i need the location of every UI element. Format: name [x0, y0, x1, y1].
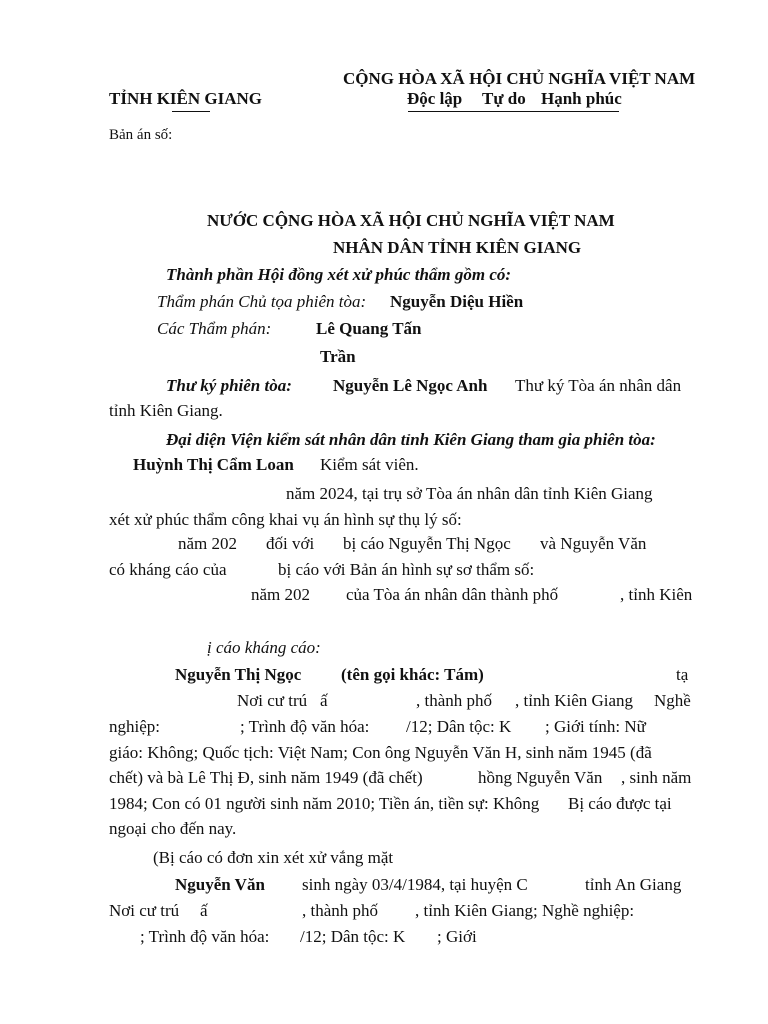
panel-heading: Thành phần Hội đồng xét xử phúc thẩm gồm có:	[166, 265, 512, 284]
defendant-1-ethnicity: /12; Dân tộc: K	[406, 717, 512, 736]
motto-independence: Độc lập	[407, 89, 463, 108]
province-name: TỈNH KIÊN GIANG	[109, 89, 263, 108]
defendant-2-education: ; Trình độ văn hóa:	[140, 927, 270, 946]
republic-header: CỘNG HÒA XÃ HỘI CHỦ NGHĨA VIỆT NAM	[343, 69, 696, 88]
defendant-1-education: ; Trình độ văn hóa:	[240, 717, 370, 736]
defendant-1-children-record: 1984; Con có 01 người sinh năm 2010; Tiền án, tiền sự: Không	[109, 794, 540, 813]
defendant-1-religion-parents: giáo: Không; Quốc tịch: Việt Nam; Con ông Nguyễn Văn H, sinh năm 1945 (đã	[109, 743, 652, 762]
motto-underline	[408, 111, 619, 112]
clerk-role-line-2: tỉnh Kiên Giang.	[109, 401, 223, 420]
province-underline	[172, 111, 210, 112]
proceedings-line-4b: bị cáo với Bản án hình sự sơ thẩm số:	[278, 560, 535, 579]
defendant-2-residence-city: , thành phố	[302, 901, 379, 920]
appellant-heading: ị cáo kháng cáo:	[207, 638, 321, 657]
defendant-1-mother: chết) và bà Lê Thị Đ, sinh năm 1949 (đã chết)	[109, 768, 423, 787]
defendant-1-bail-status-end: ngoại cho đến nay.	[109, 819, 237, 838]
defendant-1-spouse: hồng Nguyễn Văn	[478, 768, 603, 787]
defendant-1-spouse-birth: , sinh năm	[621, 768, 692, 787]
defendant-2-name: Nguyễn Văn	[175, 875, 265, 894]
proceedings-line-5c: , tỉnh Kiên	[620, 585, 693, 604]
proceedings-line-5a: năm 202	[251, 585, 311, 604]
defendant-2-birth: sinh ngày 03/4/1984, tại huyện C	[302, 875, 528, 894]
defendant-2-birth-province: tỉnh An Giang	[585, 875, 682, 894]
clerk-name: Nguyễn Lê Ngọc Anh	[333, 376, 488, 395]
defendant-2-residence-province: , tỉnh Kiên Giang; Nghề nghiệp:	[415, 901, 635, 920]
absent-trial-note: (Bị cáo có đơn xin xét xử vắng mặt	[153, 848, 394, 867]
judges-label: Các Thẩm phán:	[157, 319, 272, 338]
defendant-1-residence-province: , tỉnh Kiên Giang	[515, 691, 634, 710]
title-line-1: NƯỚC CỘNG HÒA XÃ HỘI CHỦ NGHĨA VIỆT NAM	[207, 211, 615, 230]
proceedings-line-1: năm 2024, tại trụ sở Tòa án nhân dân tỉnh Kiên Giang	[286, 484, 653, 503]
clerk-role-line-1: Thư ký Tòa án nhân dân	[515, 376, 682, 395]
proceedings-line-3d: và Nguyễn Văn	[540, 534, 647, 553]
judge-2-name: Trần	[320, 347, 356, 366]
defendant-1-birthplace: tạ	[676, 665, 689, 684]
defendant-1-occupation: nghiệp:	[109, 717, 160, 736]
defendant-1-gender: ; Giới tính: Nữ	[545, 717, 646, 736]
defendant-2-ethnicity: /12; Dân tộc: K	[300, 927, 406, 946]
clerk-label: Thư ký phiên tòa:	[166, 376, 292, 395]
defendant-1-bail-status: Bị cáo được tại	[568, 794, 672, 813]
proceedings-line-5b: của Tòa án nhân dân thành phố	[346, 585, 559, 604]
defendant-1-occupation-label: Nghề	[654, 691, 691, 710]
presiding-judge-label: Thẩm phán Chủ tọa phiên tòa:	[157, 292, 367, 311]
defendant-2-residence-label: Nơi cư trú	[109, 901, 180, 920]
presiding-judge-name: Nguyễn Diệu Hiền	[390, 292, 524, 311]
defendant-1-name: Nguyễn Thị Ngọc	[175, 665, 302, 684]
judge-1-name: Lê Quang Tấn	[316, 319, 422, 338]
defendant-1-alias: (tên gọi khác: Tám)	[341, 665, 484, 684]
case-number-label: Bản án số:	[109, 127, 173, 143]
title-line-2: NHÂN DÂN TỈNH KIÊN GIANG	[333, 238, 582, 257]
proceedings-line-2: xét xử phúc thẩm công khai vụ án hình sự thụ lý số:	[109, 510, 462, 529]
defendant-1-residence-hamlet: ấ	[320, 691, 328, 710]
motto-happiness: Hạnh phúc	[541, 89, 622, 108]
defendant-2-residence-hamlet: ấ	[200, 901, 208, 920]
proceedings-line-3b: đối với	[266, 534, 315, 553]
prosecutor-name: Huỳnh Thị Cẩm Loan	[133, 455, 294, 474]
defendant-2-gender-label: ; Giới	[437, 927, 477, 946]
proceedings-line-3a: năm 202	[178, 534, 238, 553]
proceedings-line-3c: bị cáo Nguyễn Thị Ngọc	[343, 534, 511, 553]
motto-freedom: Tự do	[482, 89, 526, 108]
defendant-1-residence-city: , thành phố	[416, 691, 493, 710]
procuracy-heading: Đại diện Viện kiểm sát nhân dân tỉnh Kiên Giang tham gia phiên tòa:	[166, 430, 656, 449]
prosecutor-role: Kiểm sát viên.	[320, 455, 419, 474]
proceedings-line-4a: có kháng cáo của	[109, 560, 227, 579]
defendant-1-residence-label: Nơi cư trú	[237, 691, 308, 710]
